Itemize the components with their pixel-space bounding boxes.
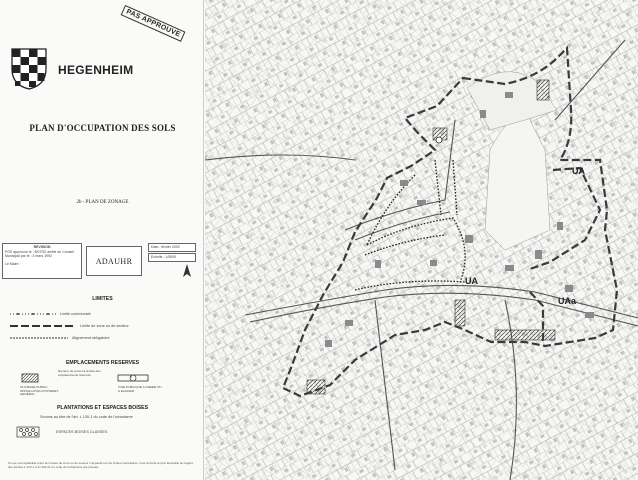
plan-subtitle: 2b - PLAN DE ZONAGE	[76, 200, 129, 205]
revision-line-1: POS approuvé le : 8/07/92 arrêté du Conseil	[5, 249, 74, 254]
zone-label-uaa: UAa	[558, 296, 577, 306]
legend-limits-title: LIMITES	[92, 296, 113, 302]
revision-cell	[2, 243, 82, 279]
cadastral-map	[205, 0, 638, 480]
signature-label: Le Maire :	[5, 261, 21, 266]
agency-name: ADAUHR	[95, 256, 133, 266]
scale-cell: Echelle : 1/5000	[148, 253, 196, 262]
panel-divider	[203, 0, 204, 480]
wooded-area-symbol	[16, 426, 40, 438]
legend-footer-note: Si une incompatibilité entre les limites de zone ou de secteur n'apparait sur les limites parcellaires, c'est la limite la plus favorable au regard des articles L.123-1 et R.123-21 du code de l'urbanisme qui prévaut.	[8, 461, 193, 469]
legend-plantations-title: PLANTATIONS ET ESPACES BOISES	[56, 405, 149, 411]
legend-espaces-boises: ESPACES BOISES CLASSES	[56, 430, 108, 434]
legend-limite-zone: Limite de zone ou de secteur	[80, 324, 129, 328]
title-block	[2, 243, 198, 279]
municipality-name: HEGENHEIM	[58, 63, 134, 77]
legend-alignement: Alignement obligatoire	[72, 336, 110, 340]
revision-line-2: Municipal par le : 3 mars 1992	[5, 254, 52, 259]
date-cell: Date : février 2002	[148, 243, 196, 252]
not-approved-stamp: PAS APPROUVE	[121, 5, 186, 42]
coat-of-arms-icon	[10, 47, 48, 91]
zone-label-ua-center: UA	[465, 276, 478, 286]
legend-limite-communale: Limite communale	[60, 312, 91, 316]
legend-reserved-title: EMPLACEMENTS RESERVES	[65, 360, 140, 366]
plan-title: PLAN D'OCCUPATION DES SOLS	[29, 123, 176, 133]
reserved-marker-number: 8	[130, 375, 132, 379]
legend-panel	[0, 0, 205, 480]
legend-ouvrage-public: OUVRAGE PUBLIC INSTALLATION D'INTERET GENERAL	[20, 385, 59, 396]
legend-voie-publique: VOIE PUBLIQUE A CREER OU A ELARGIR	[118, 385, 162, 393]
north-arrow-icon	[178, 263, 196, 279]
zone-label-ua-north: UA	[572, 166, 585, 176]
agency-cell	[86, 246, 142, 276]
legend-plantations-text: Soumis au titre de l'art. L 130-1 du code de l'urbanisme	[40, 415, 133, 419]
revision-label: REVISION	[33, 245, 51, 249]
legend-emplacement-numero: Numéro de renvoi à la liste des emplacements réservés	[58, 369, 101, 377]
